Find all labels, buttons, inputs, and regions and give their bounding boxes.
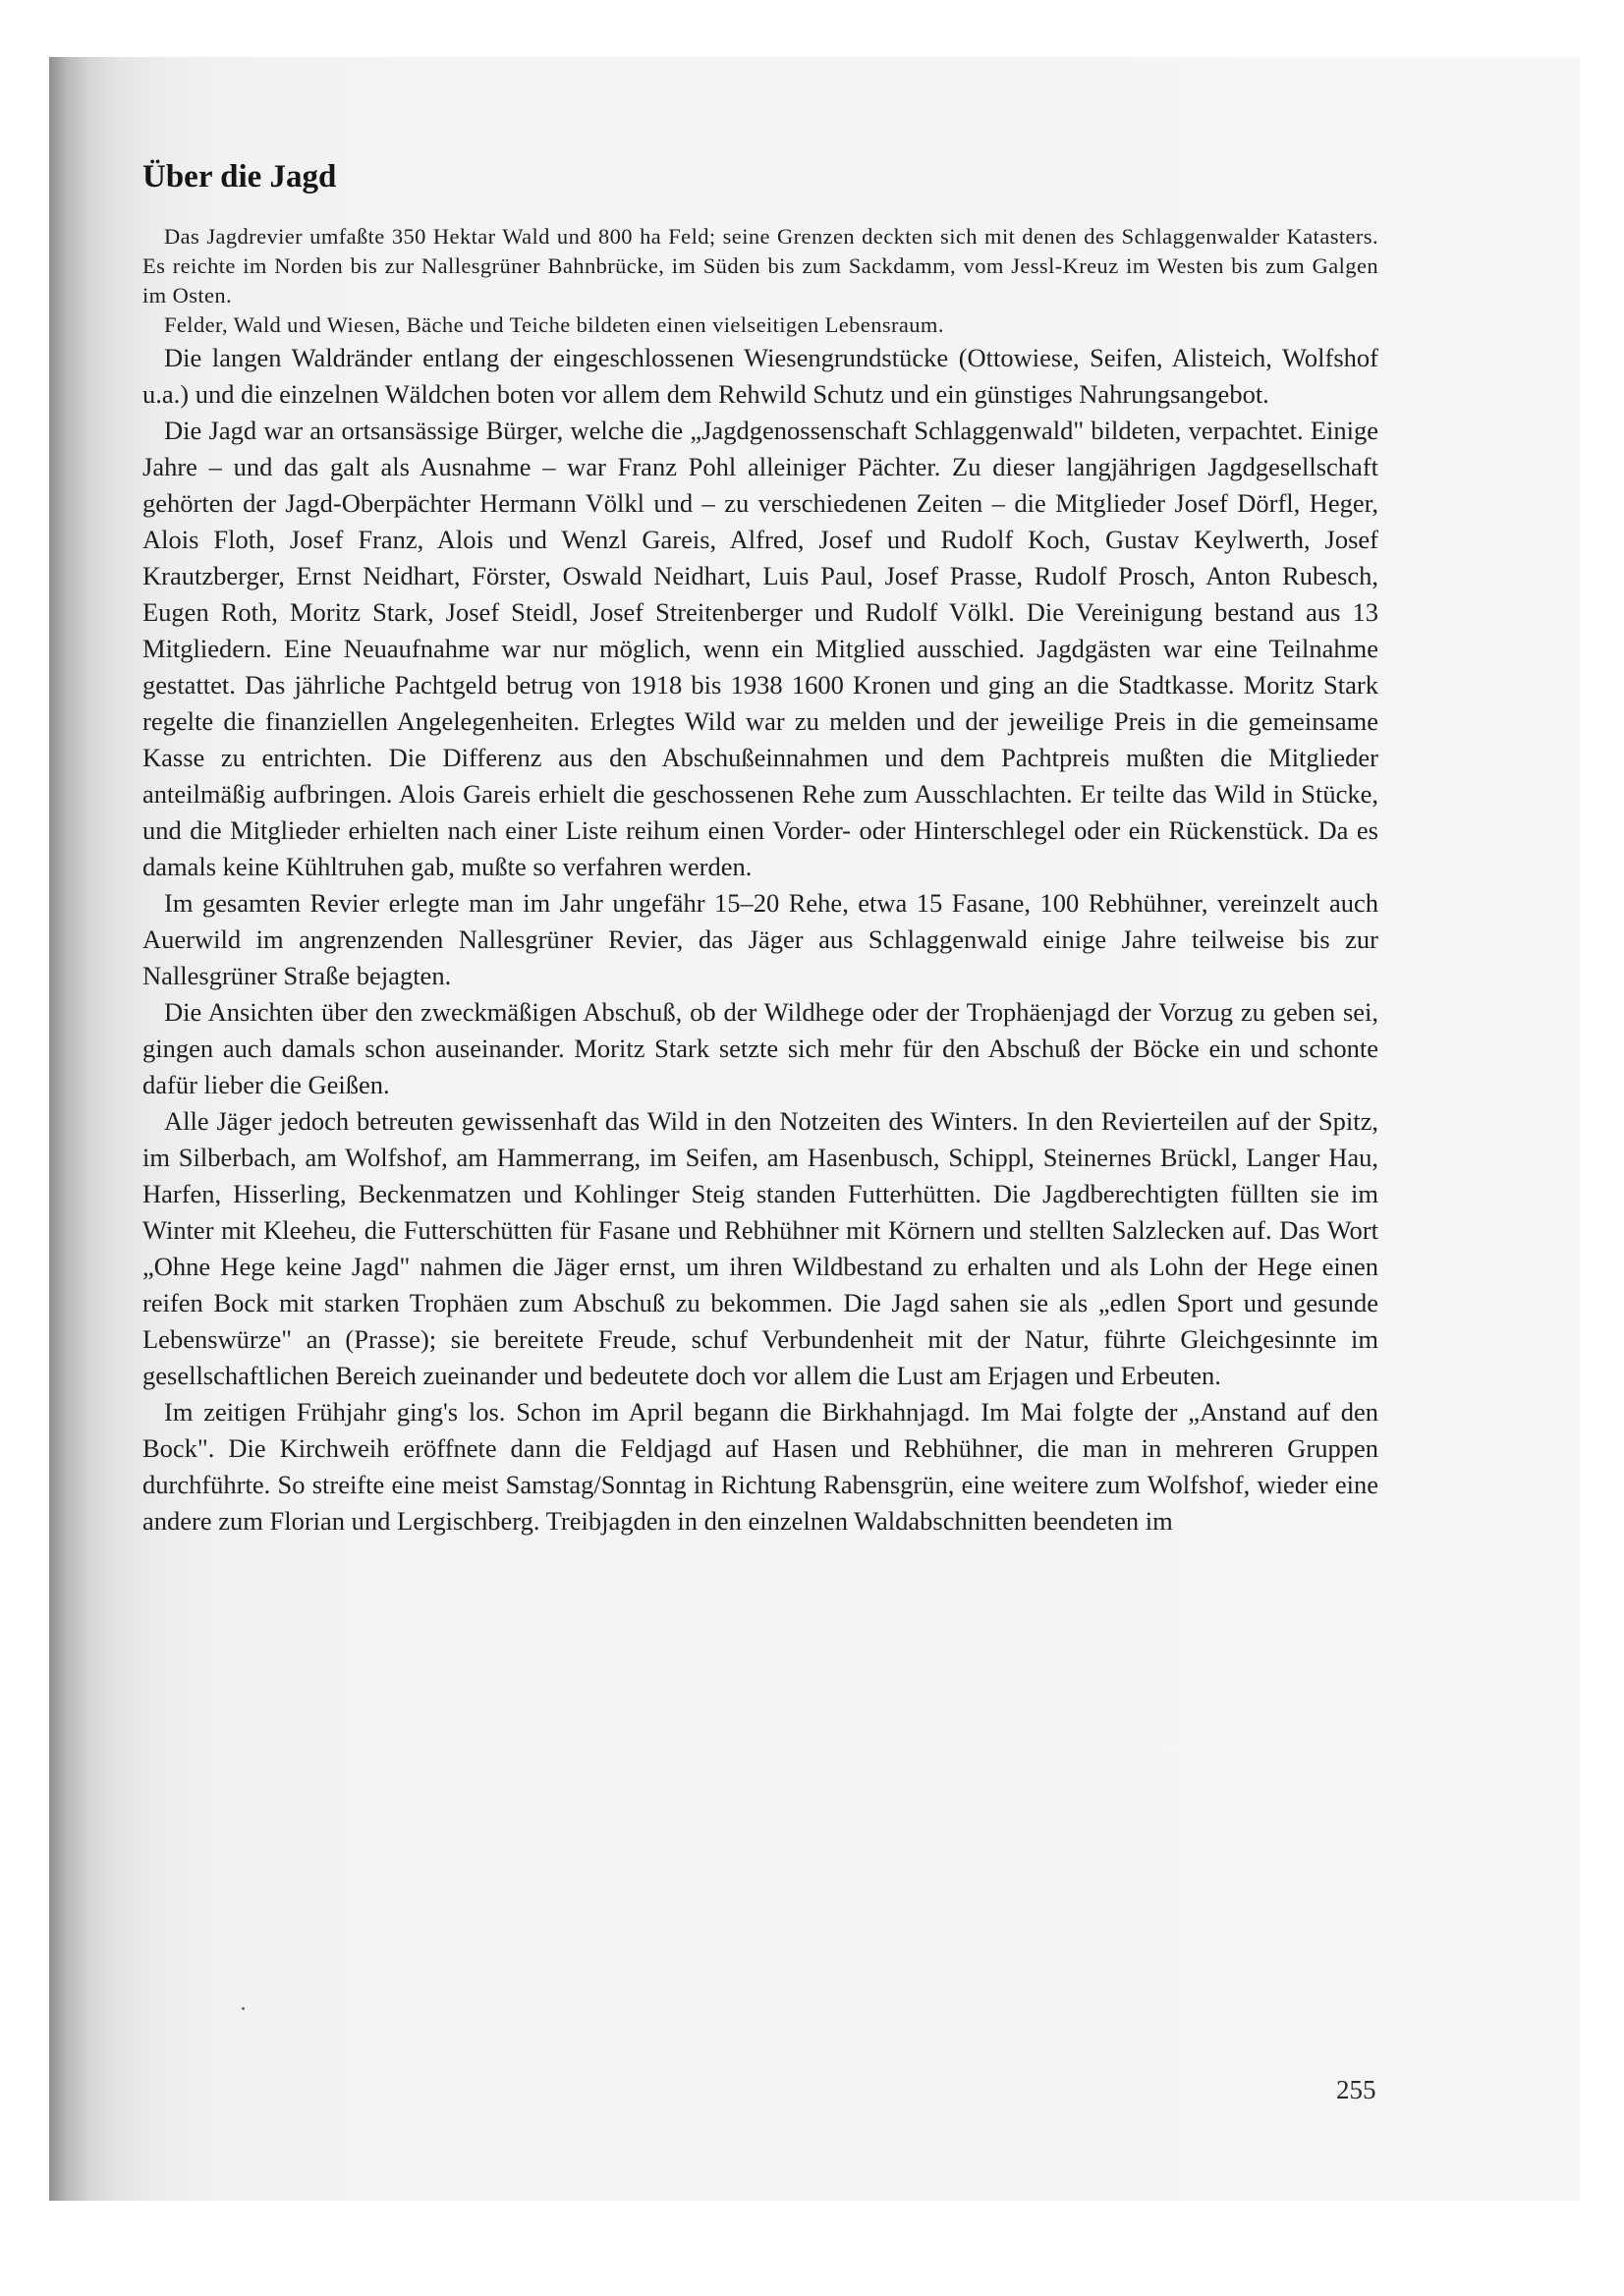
paragraph-hunting-season: Im zeitigen Frühjahr ging's los. Schon im April begann die Birkhahnjagd. Im Mai folgte der „Anstand auf den Bock". Die Kirchweih eröffnete dann die Feldjagd auf Hasen und Rebhühner, die man in mehreren Gruppen durchführte. So streifte eine meist Samstag/Sonntag in Richtung Rabensgrün, eine weitere zum Wolfshof, wieder eine andere zum Florian und Lergischberg. Treibjagden in den einzelnen Waldabschnitten beendeten im (142, 1397, 1378, 1536)
book-page (142, 157, 1378, 1540)
scan-speck (242, 2007, 245, 2010)
paragraph-culling-views: Die Ansichten über den zweckmäßigen Abschuß, ob der Wildhege oder der Trophäenjagd der Vorzug zu geben sei, gingen auch damals schon auseinander. Moritz Stark setzte sich mehr für den Abschuß der Böcke ein und schonte dafür lieber die Geißen. (142, 997, 1378, 1099)
page-number: 255 (1336, 2075, 1376, 2104)
section-heading: Über die Jagd (142, 159, 337, 195)
paragraph-hunting-society: Die Jagd war an ortsansässige Bürger, welche die „Jagdgenossenschaft Schlaggenwald" bildeten, verpachtet. Einige Jahre – und das galt als Ausnahme – war Franz Pohl alleiniger Pächter. Zu dieser langjährigen Jagdgesellschaft gehörten der Jagd-Oberpächter Hermann Völkl und – zu verschiedenen Zeiten – die Mitglieder Josef Dörfl, Heger, Alois Floth, Josef Franz, Alois und Wenzl Gareis, Alfred, Josef und Rudolf Koch, Gustav Keylwerth, Josef Krautzberger, Ernst Neidhart, Förster, Oswald Neidhart, Luis Paul, Josef Prasse, Rudolf Prosch, Anton Rubesch, Eugen Roth, Moritz Stark, Josef Steidl, Josef Streitenberger und Rudolf Völkl. Die Vereinigung bestand aus 13 Mitgliedern. Eine Neuaufnahme war nur möglich, wenn ein Mitglied ausschied. Jagdgästen war eine Teilnahme gestattet. Das jährliche Pachtgeld betrug von 1918 bis 1938 1600 Kronen und ging an die Stadtkasse. Moritz Stark regelte die finanziellen Angelegenheiten. Erlegtes Wild war zu melden und der jeweilige Preis in die gemeinsame Kasse zu entrichten. Die Differenz aus den Abschußeinnahmen und dem Pachtpreis mußten die Mitglieder anteilmäßig aufbringen. Alois Gareis erhielt die geschossenen Rehe zum Ausschlachten. Er teilte das Wild in Stücke, und die Mitglieder erhielten nach einer Liste reihum einen Vorder- oder Hinterschlegel oder ein Rückenstück. Da es damals keine Kühltruhen gab, mußte so verfahren werden. (142, 416, 1378, 881)
paragraph-forest-edges: Die langen Waldränder entlang der eingeschlossenen Wiesengrundstücke (Ottowiese, Seifen, Alisteich, Wolfshof u.a.) und die einzelnen Wäldchen boten vor allem dem Rehwild Schutz und ein günstiges Nahrungsangebot. (142, 343, 1378, 409)
paragraph-hunting-ground: Das Jagdrevier umfaßte 350 Hektar Wald und 800 ha Feld; seine Grenzen deckten sich mit denen des Schlaggenwalder Katasters. Es reichte im Norden bis zur Nallesgrüner Bahnbrücke, im Süden bis zum Sackdamm, vom Jessl-Kreuz im Westen bis zum Galgen im Osten. (142, 224, 1378, 308)
paragraph-game-yield: Im gesamten Revier erlegte man im Jahr ungefähr 15–20 Rehe, etwa 15 Fasane, 100 Rebhühner, vereinzelt auch Auerwild im angrenzenden Nallesgrüner Revier, das Jäger aus Schlaggenwald einige Jahre teilweise bis zur Nallesgrüner Straße bejagten. (142, 888, 1378, 990)
paragraph-winter-care: Alle Jäger jedoch betreuten gewissenhaft das Wild in den Notzeiten des Winters. In den Revierteilen auf der Spitz, im Silberbach, am Wolfshof, am Hammerrang, im Seifen, am Hasenbusch, Schippl, Steinernes Brückl, Langer Hau, Harfen, Hisserling, Beckenmatzen und Kohlinger Steig standen Futterhütten. Die Jagdberechtigten füllten sie im Winter mit Kleeheu, die Futterschütten für Fasane und Rebhühner mit Körnern und stellten Salzlecken auf. Das Wort „Ohne Hege keine Jagd" nahmen die Jäger ernst, um ihren Wildbestand zu erhalten und als Lohn der Hege einen reifen Bock mit starken Trophäen zum Abschuß zu bekommen. Die Jagd sahen sie als „edlen Sport und gesunde Lebenswürze" an (Prasse); sie bereitete Freude, schuf Verbundenheit mit der Natur, führte Gleichgesinnte im gesellschaftlichen Bereich zueinander und bedeutete doch vor allem die Lust am Erjagen und Erbeuten. (142, 1106, 1378, 1390)
paragraph-habitat: Felder, Wald und Wiesen, Bäche und Teiche bildeten einen vielseitigen Lebensraum. (164, 312, 944, 337)
